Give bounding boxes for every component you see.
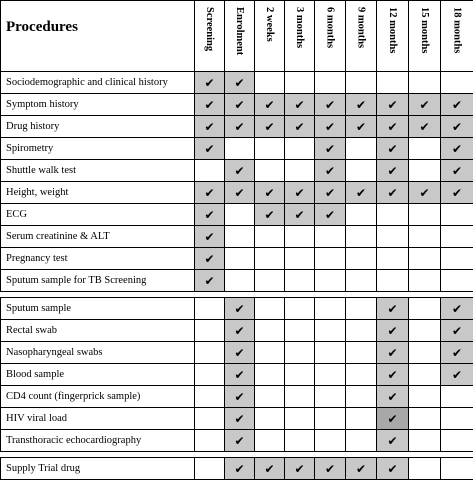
scheduled-cell [315, 94, 346, 116]
scheduled-cell [255, 204, 285, 226]
scheduled-cell [441, 364, 473, 386]
empty-cell [409, 138, 441, 160]
empty-cell [409, 430, 441, 452]
scheduled-cell [441, 160, 473, 182]
empty-cell [255, 342, 285, 364]
empty-cell [441, 408, 473, 430]
table-row [1, 430, 473, 452]
scheduled-cell [225, 458, 255, 480]
check-icon: ✔ [234, 368, 244, 382]
check-icon: ✔ [387, 142, 397, 156]
check-icon: ✔ [264, 120, 274, 134]
empty-cell [377, 226, 409, 248]
scheduled-cell [255, 458, 285, 480]
timepoint-label: 3 months [294, 7, 305, 48]
scheduled-cell [346, 116, 377, 138]
check-icon: ✔ [387, 390, 397, 404]
empty-cell [285, 248, 315, 270]
check-icon: ✔ [234, 324, 244, 338]
empty-cell [441, 248, 473, 270]
empty-cell [315, 408, 346, 430]
procedure-name: Pregnancy test [1, 248, 195, 270]
empty-cell [225, 226, 255, 248]
procedure-name: Serum creatinine & ALT [1, 226, 195, 248]
procedures-header: Procedures [1, 1, 195, 72]
check-icon: ✔ [387, 346, 397, 360]
table-row [1, 248, 473, 270]
scheduled-cell [377, 364, 409, 386]
timepoint-label: 15 months [419, 7, 430, 53]
empty-cell [409, 458, 441, 480]
table-row [1, 138, 473, 160]
scheduled-cell [255, 94, 285, 116]
scheduled-cell [195, 270, 225, 292]
check-icon: ✔ [204, 274, 214, 288]
empty-cell [346, 270, 377, 292]
table-row [1, 160, 473, 182]
scheduled-cell [225, 320, 255, 342]
empty-cell [225, 248, 255, 270]
table-row [1, 342, 473, 364]
procedure-name: Transthoracic echocardiography [1, 430, 195, 452]
empty-cell [409, 386, 441, 408]
empty-cell [195, 342, 225, 364]
check-icon: ✔ [419, 120, 429, 134]
empty-cell [195, 430, 225, 452]
check-icon: ✔ [294, 120, 304, 134]
scheduled-cell [441, 182, 473, 204]
check-icon: ✔ [234, 164, 244, 178]
timepoint-label: Screening [204, 7, 215, 51]
scheduled-cell [377, 430, 409, 452]
empty-cell [255, 430, 285, 452]
check-icon: ✔ [204, 76, 214, 90]
scheduled-cell [225, 94, 255, 116]
table-row [1, 298, 473, 320]
check-icon: ✔ [452, 302, 462, 316]
empty-cell [255, 226, 285, 248]
empty-cell [346, 408, 377, 430]
empty-cell [195, 458, 225, 480]
check-icon: ✔ [387, 462, 397, 476]
check-icon: ✔ [204, 120, 214, 134]
scheduled-cell [409, 94, 441, 116]
scheduled-cell [409, 182, 441, 204]
table-row [1, 116, 473, 138]
empty-cell [195, 160, 225, 182]
empty-cell [285, 270, 315, 292]
check-icon: ✔ [204, 142, 214, 156]
procedure-name: Sputum sample for TB Screening [1, 270, 195, 292]
scheduled-cell [285, 94, 315, 116]
check-icon: ✔ [356, 186, 366, 200]
table-row [1, 364, 473, 386]
empty-cell [255, 364, 285, 386]
scheduled-cell [377, 116, 409, 138]
check-icon: ✔ [204, 98, 214, 112]
scheduled-cell [377, 386, 409, 408]
empty-cell [409, 320, 441, 342]
scheduled-cell [346, 458, 377, 480]
empty-cell [285, 342, 315, 364]
timepoint-header [346, 1, 377, 72]
empty-cell [346, 138, 377, 160]
scheduled-cell [441, 320, 473, 342]
procedure-name: Sputum sample [1, 298, 195, 320]
scheduled-cell [346, 94, 377, 116]
timepoint-label: 9 months [356, 7, 367, 48]
check-icon: ✔ [387, 98, 397, 112]
scheduled-cell [315, 116, 346, 138]
scheduled-cell [225, 364, 255, 386]
empty-cell [195, 386, 225, 408]
check-icon: ✔ [264, 98, 274, 112]
empty-cell [377, 248, 409, 270]
check-icon: ✔ [325, 208, 335, 222]
empty-cell [346, 226, 377, 248]
scheduled-cell [377, 160, 409, 182]
scheduled-cell [377, 298, 409, 320]
check-icon: ✔ [294, 186, 304, 200]
empty-cell [195, 408, 225, 430]
empty-cell [285, 226, 315, 248]
scheduled-cell [225, 160, 255, 182]
empty-cell [441, 226, 473, 248]
procedure-name: CD4 count (fingerprick sample) [1, 386, 195, 408]
table-row [1, 72, 473, 94]
scheduled-cell [195, 248, 225, 270]
empty-cell [315, 342, 346, 364]
check-icon: ✔ [452, 98, 462, 112]
empty-cell [225, 138, 255, 160]
timepoint-header [315, 1, 346, 72]
scheduled-cell [225, 430, 255, 452]
procedure-name: Sociodemographic and clinical history [1, 72, 195, 94]
empty-cell [346, 160, 377, 182]
scheduled-cell [195, 182, 225, 204]
check-icon: ✔ [234, 412, 244, 426]
scheduled-cell [195, 72, 225, 94]
empty-cell [285, 298, 315, 320]
empty-cell [315, 386, 346, 408]
scheduled-cell [195, 204, 225, 226]
check-icon: ✔ [325, 164, 335, 178]
check-icon: ✔ [264, 208, 274, 222]
scheduled-cell [377, 182, 409, 204]
empty-cell [409, 408, 441, 430]
scheduled-cell [225, 408, 255, 430]
check-icon: ✔ [387, 434, 397, 448]
check-icon: ✔ [204, 208, 214, 222]
scheduled-cell [255, 116, 285, 138]
scheduled-cell [225, 386, 255, 408]
empty-cell [315, 270, 346, 292]
empty-cell [285, 408, 315, 430]
check-icon: ✔ [387, 412, 397, 426]
check-icon: ✔ [204, 252, 214, 266]
check-icon: ✔ [325, 120, 335, 134]
check-icon: ✔ [234, 98, 244, 112]
timepoint-header [285, 1, 315, 72]
check-icon: ✔ [325, 142, 335, 156]
check-icon: ✔ [452, 324, 462, 338]
empty-cell [377, 270, 409, 292]
scheduled-cell [441, 138, 473, 160]
empty-cell [346, 430, 377, 452]
header-row [1, 1, 473, 72]
scheduled-cell [225, 182, 255, 204]
scheduled-cell [441, 342, 473, 364]
procedure-name: Rectal swab [1, 320, 195, 342]
check-icon: ✔ [387, 302, 397, 316]
scheduled-cell [441, 94, 473, 116]
timepoint-label: 2 weeks [264, 7, 275, 42]
procedure-name: Nasopharyngeal swabs [1, 342, 195, 364]
scheduled-cell [315, 138, 346, 160]
empty-cell [225, 204, 255, 226]
empty-cell [285, 430, 315, 452]
check-icon: ✔ [204, 186, 214, 200]
check-icon: ✔ [387, 324, 397, 338]
table-row [1, 320, 473, 342]
check-icon: ✔ [234, 434, 244, 448]
procedure-name: Height, weight [1, 182, 195, 204]
timepoint-header [195, 1, 225, 72]
table-row [1, 182, 473, 204]
scheduled-cell [195, 94, 225, 116]
empty-cell [441, 430, 473, 452]
procedure-name: HIV viral load [1, 408, 195, 430]
empty-cell [315, 320, 346, 342]
check-icon: ✔ [294, 462, 304, 476]
check-icon: ✔ [325, 186, 335, 200]
table-row [1, 226, 473, 248]
procedure-name: ECG [1, 204, 195, 226]
empty-cell [285, 364, 315, 386]
empty-cell [315, 72, 346, 94]
timepoint-label: Enrolment [234, 7, 245, 55]
check-icon: ✔ [419, 186, 429, 200]
scheduled-cell [225, 298, 255, 320]
scheduled-cell [195, 116, 225, 138]
empty-cell [255, 270, 285, 292]
check-icon: ✔ [234, 302, 244, 316]
check-icon: ✔ [234, 390, 244, 404]
scheduled-cell [377, 408, 409, 430]
empty-cell [346, 342, 377, 364]
check-icon: ✔ [387, 120, 397, 134]
scheduled-cell [225, 342, 255, 364]
empty-cell [255, 386, 285, 408]
empty-cell [409, 204, 441, 226]
scheduled-cell [225, 72, 255, 94]
empty-cell [346, 298, 377, 320]
scheduled-cell [346, 182, 377, 204]
scheduled-cell [285, 182, 315, 204]
check-icon: ✔ [356, 120, 366, 134]
scheduled-cell [377, 320, 409, 342]
empty-cell [409, 298, 441, 320]
empty-cell [441, 458, 473, 480]
procedure-name: Supply Trial drug [1, 458, 195, 480]
empty-cell [409, 248, 441, 270]
check-icon: ✔ [234, 120, 244, 134]
timepoint-label: 12 months [387, 7, 398, 53]
empty-cell [346, 72, 377, 94]
check-icon: ✔ [234, 186, 244, 200]
empty-cell [409, 364, 441, 386]
check-icon: ✔ [234, 346, 244, 360]
check-icon: ✔ [294, 98, 304, 112]
scheduled-cell [225, 116, 255, 138]
procedure-name: Drug history [1, 116, 195, 138]
empty-cell [255, 408, 285, 430]
empty-cell [346, 364, 377, 386]
empty-cell [285, 386, 315, 408]
scheduled-cell [441, 298, 473, 320]
timepoint-label: 6 months [325, 7, 336, 48]
check-icon: ✔ [419, 98, 429, 112]
check-icon: ✔ [387, 164, 397, 178]
timepoint-header [255, 1, 285, 72]
empty-cell [195, 320, 225, 342]
empty-cell [409, 160, 441, 182]
check-icon: ✔ [452, 346, 462, 360]
check-icon: ✔ [387, 368, 397, 382]
check-icon: ✔ [356, 462, 366, 476]
scheduled-cell [285, 204, 315, 226]
scheduled-cell [377, 342, 409, 364]
empty-cell [409, 226, 441, 248]
check-icon: ✔ [452, 368, 462, 382]
scheduled-cell [377, 138, 409, 160]
scheduled-cell [377, 94, 409, 116]
table-row [1, 270, 473, 292]
scheduled-cell [315, 182, 346, 204]
empty-cell [285, 160, 315, 182]
timepoint-header [409, 1, 441, 72]
empty-cell [255, 138, 285, 160]
scheduled-cell [285, 116, 315, 138]
scheduled-cell [195, 226, 225, 248]
check-icon: ✔ [387, 186, 397, 200]
check-icon: ✔ [452, 142, 462, 156]
empty-cell [315, 430, 346, 452]
check-icon: ✔ [204, 230, 214, 244]
empty-cell [195, 364, 225, 386]
empty-cell [409, 72, 441, 94]
check-icon: ✔ [356, 98, 366, 112]
check-icon: ✔ [264, 462, 274, 476]
table-row [1, 386, 473, 408]
empty-cell [346, 386, 377, 408]
procedure-name: Spirometry [1, 138, 195, 160]
scheduled-cell [195, 138, 225, 160]
empty-cell [315, 226, 346, 248]
procedure-name: Blood sample [1, 364, 195, 386]
scheduled-cell [441, 116, 473, 138]
check-icon: ✔ [452, 186, 462, 200]
scheduled-cell [409, 116, 441, 138]
check-icon: ✔ [452, 120, 462, 134]
empty-cell [255, 320, 285, 342]
scheduled-cell [315, 204, 346, 226]
procedures-body [1, 72, 473, 480]
empty-cell [315, 248, 346, 270]
empty-cell [441, 204, 473, 226]
scheduled-cell [315, 160, 346, 182]
empty-cell [285, 320, 315, 342]
scheduled-cell [377, 458, 409, 480]
empty-cell [255, 160, 285, 182]
timepoint-header [441, 1, 473, 72]
check-icon: ✔ [452, 164, 462, 178]
empty-cell [255, 248, 285, 270]
scheduled-cell [285, 458, 315, 480]
scheduled-cell [315, 458, 346, 480]
empty-cell [409, 270, 441, 292]
check-icon: ✔ [325, 98, 335, 112]
empty-cell [225, 270, 255, 292]
empty-cell [346, 320, 377, 342]
table-row [1, 458, 473, 480]
empty-cell [377, 204, 409, 226]
check-icon: ✔ [325, 462, 335, 476]
timepoint-header [377, 1, 409, 72]
empty-cell [285, 72, 315, 94]
empty-cell [255, 72, 285, 94]
table-row [1, 94, 473, 116]
empty-cell [346, 248, 377, 270]
empty-cell [346, 204, 377, 226]
check-icon: ✔ [294, 208, 304, 222]
procedure-name: Symptom history [1, 94, 195, 116]
empty-cell [195, 298, 225, 320]
empty-cell [315, 298, 346, 320]
procedure-name: Shuttle walk test [1, 160, 195, 182]
empty-cell [409, 342, 441, 364]
check-icon: ✔ [234, 462, 244, 476]
scheduled-cell [255, 182, 285, 204]
empty-cell [441, 386, 473, 408]
timepoint-header [225, 1, 255, 72]
empty-cell [285, 138, 315, 160]
empty-cell [377, 72, 409, 94]
timepoint-label: 18 months [452, 7, 463, 53]
table-row [1, 408, 473, 430]
check-icon: ✔ [234, 76, 244, 90]
table-row [1, 204, 473, 226]
empty-cell [255, 298, 285, 320]
empty-cell [315, 364, 346, 386]
empty-cell [441, 72, 473, 94]
check-icon: ✔ [264, 186, 274, 200]
empty-cell [441, 270, 473, 292]
